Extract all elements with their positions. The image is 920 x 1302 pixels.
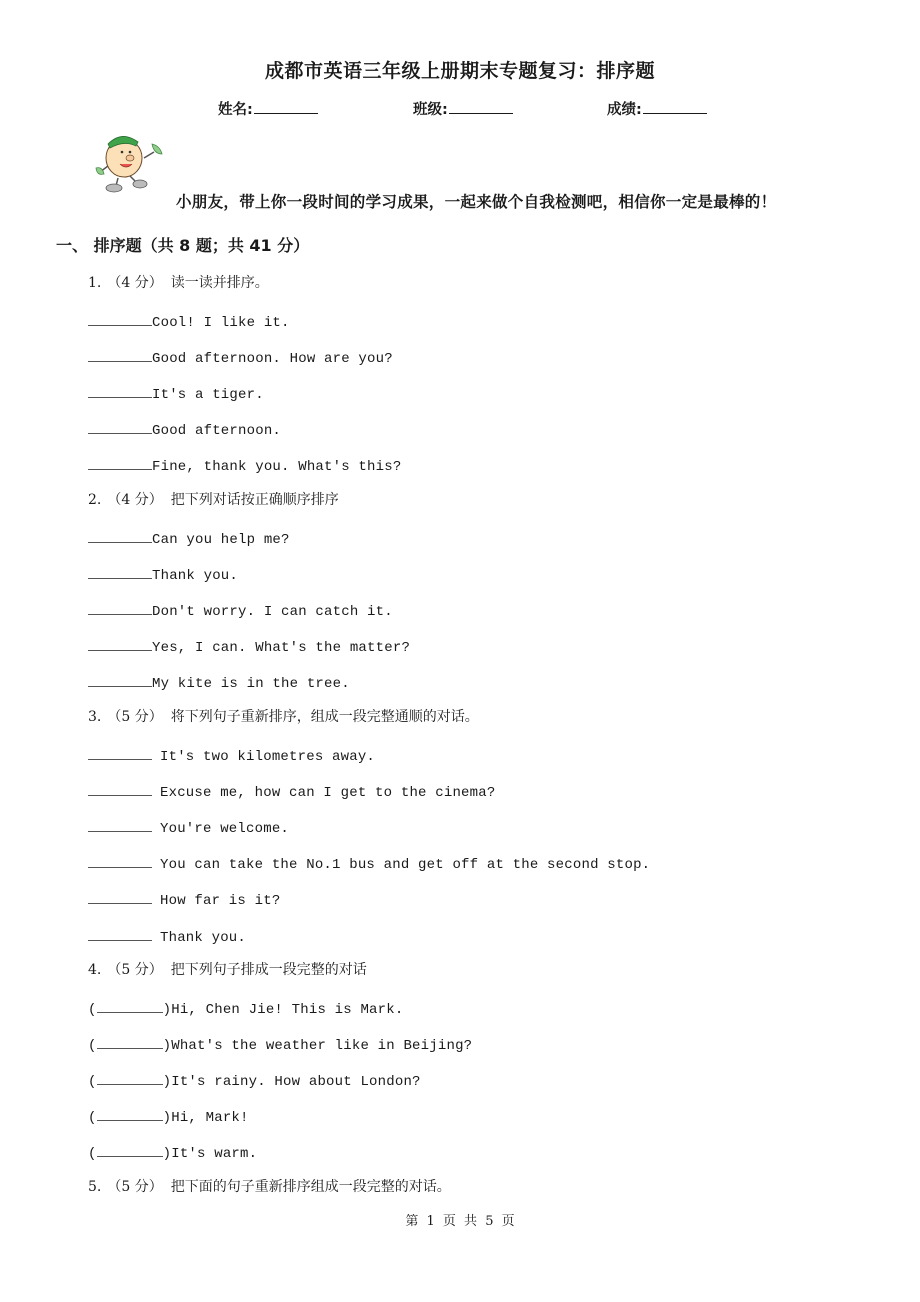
question-score: （4 分）	[107, 275, 163, 291]
question-number: 4.	[88, 962, 102, 978]
question-number: 2.	[88, 492, 102, 508]
question-4-header	[88, 959, 367, 979]
question-2-header	[88, 489, 339, 509]
question-score: （4 分）	[107, 492, 163, 508]
answer-blank[interactable]	[88, 600, 152, 615]
name-field[interactable]	[218, 98, 318, 119]
answer-blank[interactable]	[88, 926, 152, 941]
class-field[interactable]	[413, 98, 513, 119]
encouragement-text: 小朋友，带上你一段时间的学习成果，一起来做个自我检测吧，相信你一定是最棒的！	[176, 192, 777, 211]
q3-item: Thank you.	[88, 926, 246, 946]
q2-item: Don't worry. I can catch it.	[88, 600, 393, 620]
question-3-header	[88, 706, 479, 726]
answer-blank[interactable]	[88, 817, 152, 832]
name-label: 姓名:	[218, 102, 253, 118]
question-number: 5.	[88, 1179, 102, 1195]
answer-blank[interactable]	[97, 1142, 163, 1157]
q1-item: Fine, thank you. What's this?	[88, 455, 401, 475]
q2-item: Yes, I can. What's the matter?	[88, 636, 410, 656]
section-heading: 一、 排序题（共 8 题；共 41 分）	[56, 236, 310, 255]
answer-blank[interactable]	[88, 347, 152, 362]
question-number: 1.	[88, 275, 102, 291]
question-prompt: 把下列对话按正确顺序排序	[170, 492, 339, 508]
q2-item: My kite is in the tree.	[88, 672, 350, 692]
answer-blank[interactable]	[88, 564, 152, 579]
answer-blank[interactable]	[88, 853, 152, 868]
question-prompt: 把下面的句子重新排序组成一段完整的对话。	[170, 1179, 451, 1195]
score-blank[interactable]	[643, 98, 707, 114]
q3-item: It's two kilometres away.	[88, 745, 375, 765]
q3-item: How far is it?	[88, 889, 280, 909]
q4-item: ( )What's the weather like in Beijing?	[88, 1034, 472, 1054]
answer-blank[interactable]	[88, 781, 152, 796]
document-title: 成都市英语三年级上册期末专题复习：排序题	[264, 60, 655, 82]
q4-item: ( )It's warm.	[88, 1142, 257, 1162]
answer-blank[interactable]	[88, 419, 152, 434]
answer-blank[interactable]	[88, 455, 152, 470]
q2-item: Can you help me?	[88, 528, 290, 548]
score-label: 成绩:	[607, 102, 642, 118]
question-prompt: 将下列句子重新排序，组成一段完整通顺的对话。	[170, 709, 479, 725]
answer-blank[interactable]	[97, 1106, 163, 1121]
class-label: 班级:	[413, 102, 448, 118]
answer-blank[interactable]	[88, 311, 152, 326]
answer-blank[interactable]	[88, 528, 152, 543]
q3-item: You can take the No.1 bus and get off at the second stop.	[88, 853, 650, 873]
score-field[interactable]	[607, 98, 707, 119]
answer-blank[interactable]	[88, 636, 152, 651]
question-score: （5 分）	[107, 709, 163, 725]
q1-item: Good afternoon. How are you?	[88, 347, 393, 367]
question-prompt: 读一读并排序。	[170, 275, 269, 291]
student-info-row	[0, 98, 920, 120]
q1-item: Cool! I like it.	[88, 311, 290, 331]
class-blank[interactable]	[449, 98, 513, 114]
q2-item: Thank you.	[88, 564, 238, 584]
answer-blank[interactable]	[88, 672, 152, 687]
question-score: （5 分）	[107, 962, 163, 978]
q4-item: ( )Hi, Chen Jie! This is Mark.	[88, 998, 403, 1018]
q4-item: ( )It's rainy. How about London?	[88, 1070, 421, 1090]
q1-item: It's a tiger.	[88, 383, 264, 403]
answer-blank[interactable]	[88, 889, 152, 904]
answer-blank[interactable]	[97, 1034, 163, 1049]
answer-blank[interactable]	[88, 383, 152, 398]
answer-blank[interactable]	[88, 745, 152, 760]
page-footer: 第 1 页 共 5 页	[405, 1214, 515, 1229]
question-score: （5 分）	[107, 1179, 163, 1195]
q3-item: Excuse me, how can I get to the cinema?	[88, 781, 495, 801]
question-1-header	[88, 272, 269, 292]
answer-blank[interactable]	[97, 998, 163, 1013]
q4-item: ( )Hi, Mark!	[88, 1106, 249, 1126]
answer-blank[interactable]	[97, 1070, 163, 1085]
q1-item: Good afternoon.	[88, 419, 281, 439]
question-5-header	[88, 1176, 451, 1196]
q3-item: You're welcome.	[88, 817, 289, 837]
cartoon-boy-mascot-icon	[94, 130, 168, 196]
question-prompt: 把下列句子排成一段完整的对话	[170, 962, 367, 978]
name-blank[interactable]	[254, 98, 318, 114]
question-number: 3.	[88, 709, 102, 725]
